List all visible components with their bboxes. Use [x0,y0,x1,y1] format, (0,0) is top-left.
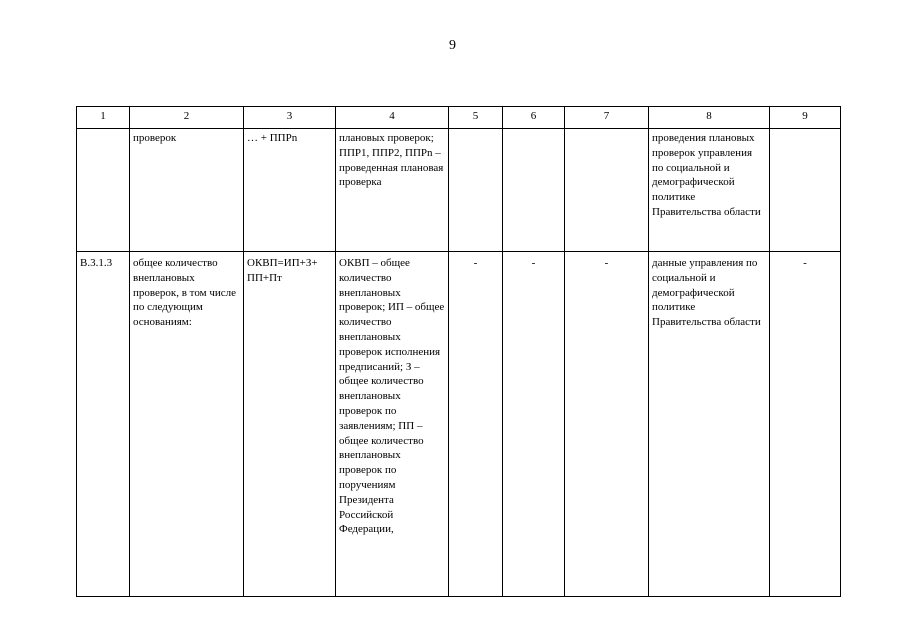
table-cell-indicator: проверок [130,129,244,252]
column-header: 8 [649,107,770,129]
table-cell-col9 [770,129,841,252]
table-cell-col5 [449,129,503,252]
table-cell-source: данные управления по социальной и демографической политике Правительства области [649,252,770,597]
table-cell-description: плановых проверок; ППР1, ППР2, ППРn – проведенная плановая проверка [336,129,449,252]
column-header: 5 [449,107,503,129]
indicator-table [76,106,841,597]
table-cell-code [77,129,130,252]
table-cell-code: В.3.1.3 [77,252,130,597]
column-header: 7 [565,107,649,129]
column-header: 4 [336,107,449,129]
table-row [77,129,841,252]
column-header: 9 [770,107,841,129]
column-header: 2 [130,107,244,129]
table-cell-col6 [503,129,565,252]
table-cell-col7: - [565,252,649,597]
table-cell-col5: - [449,252,503,597]
table-cell-formula: ОКВП=ИП+З+ ПП+Пт [244,252,336,597]
page-number: 9 [449,38,456,53]
table-header-row [77,107,841,129]
table-cell-col9: - [770,252,841,597]
table-cell-indicator: общее количество внеплановых проверок, в том числе по следующим основаниям: [130,252,244,597]
table-cell-col6: - [503,252,565,597]
column-header: 6 [503,107,565,129]
table-cell-source: проведения плановых проверок управления по социальной и демографической политике Правительства области [649,129,770,252]
table-row [77,252,841,597]
table-cell-description: ОКВП – общее количество внеплановых проверок; ИП – общее количество внеплановых проверок исполнения предписаний; З – общее количество внеплановых проверок по заявлениям; ПП – общее количество внеплановых проверок по поручениям Президента Российской Федерации, [336,252,449,597]
table-cell-formula: … + ППРn [244,129,336,252]
table-cell-col7 [565,129,649,252]
column-header: 3 [244,107,336,129]
column-header: 1 [77,107,130,129]
